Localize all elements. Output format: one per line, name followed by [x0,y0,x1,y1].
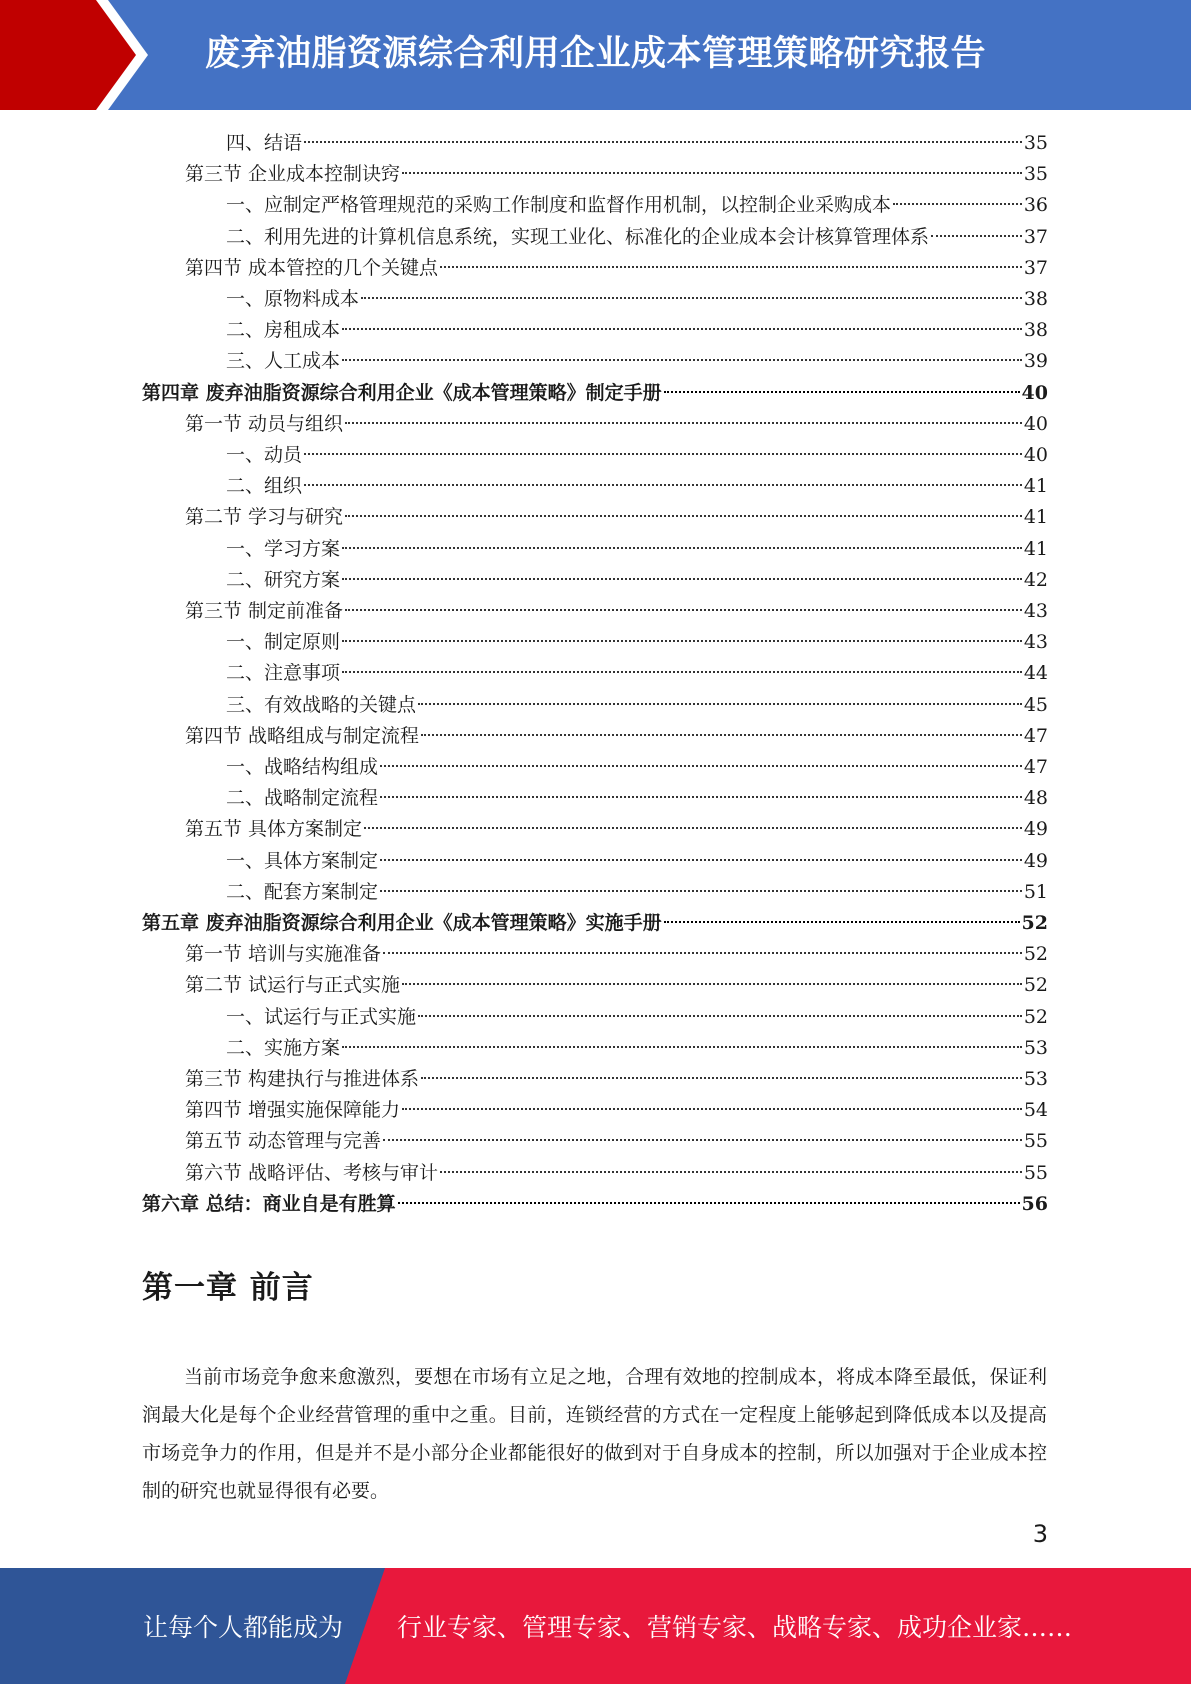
toc-entry-page: 43 [1023,631,1048,654]
page-number: 3 [1032,1520,1048,1548]
toc-entry-page: 51 [1023,880,1048,903]
footer-slogan-left: 让每个人都能成为 [143,1613,344,1642]
toc-entry[interactable] [226,315,1048,345]
toc-entry-page: 54 [1023,1099,1048,1122]
toc-entry[interactable] [226,877,1048,907]
toc-dot-leader [664,921,1020,923]
toc-entry-title: 第五节 动态管理与完善 [185,1130,382,1153]
toc-entry-page: 47 [1023,724,1048,747]
toc-dot-leader [440,1171,1022,1173]
toc-entry-title: 第一节 培训与实施准备 [185,943,382,966]
toc-entry-title: 一、学习方案 [226,537,341,560]
toc-entry[interactable] [185,1095,1048,1125]
toc-entry[interactable] [185,596,1048,626]
toc-dot-leader [931,235,1022,237]
toc-entry-title: 三、有效战略的关键点 [226,693,417,716]
toc-entry-title: 第二节 试运行与正式实施 [185,974,401,997]
toc-entry-title: 一、制定原则 [226,631,341,654]
toc-entry-title: 第四节 成本管控的几个关键点 [185,256,439,279]
toc-entry-title: 二、房租成本 [226,319,341,342]
header-arrow-shape [0,0,200,110]
toc-entry-page: 56 [1021,1192,1048,1215]
toc-dot-leader [380,796,1022,798]
toc-entry-title: 第一节 动员与组织 [185,412,344,435]
toc-dot-leader [304,141,1022,143]
toc-entry[interactable] [226,222,1048,252]
toc-entry-title: 一、试运行与正式实施 [226,1005,417,1028]
toc-entry-title: 二、实施方案 [226,1036,341,1059]
toc-entry-title: 二、利用先进的计算机信息系统，实现工业化、标准化的企业成本会计核算管理体系 [226,225,930,248]
toc-dot-leader [418,703,1022,705]
toc-entry[interactable] [226,190,1048,220]
toc-entry-title: 第四章 废弃油脂资源综合利用企业《成本管理策略》制定手册 [142,381,662,404]
toc-entry-page: 36 [1023,194,1048,217]
toc-entry-title: 第三节 构建执行与推进体系 [185,1068,420,1090]
toc-dot-leader [398,1202,1020,1204]
toc-entry[interactable] [226,346,1048,376]
toc-dot-leader [345,515,1022,517]
toc-entry-title: 三、人工成本 [226,350,341,373]
toc-entry-title: 二、配套方案制定 [226,880,379,903]
toc-dot-leader [342,359,1022,361]
toc-entry-page: 41 [1023,475,1048,498]
toc-dot-leader [421,734,1022,736]
toc-entry-page: 38 [1023,319,1048,342]
toc-dot-leader [402,983,1022,985]
toc-entry[interactable] [226,627,1048,657]
toc-entry-title: 一、动员 [226,444,303,466]
toc-entry-page: 53 [1023,1036,1048,1059]
toc-entry-page: 55 [1023,1161,1048,1184]
toc-entry-page: 49 [1023,849,1048,872]
toc-dot-leader [418,1015,1022,1017]
toc-entry-title: 一、应制定严格管理规范的采购工作制度和监督作用机制，以控制企业采购成本 [226,194,892,217]
toc-entry[interactable] [226,783,1048,813]
toc-entry[interactable] [142,1189,1048,1219]
footer-slogan-right: 行业专家、管理专家、营销专家、战略专家、成功企业家…… [397,1613,1073,1642]
toc-dot-leader [380,859,1022,861]
toc-entry-page: 47 [1023,756,1048,778]
toc-entry-page: 35 [1023,163,1048,186]
toc-entry[interactable] [226,284,1048,314]
toc-entry-title: 第二节 学习与研究 [185,506,344,529]
toc-entry-page: 52 [1023,1005,1048,1028]
toc-entry-page: 43 [1023,600,1048,622]
toc-entry[interactable] [185,159,1048,189]
toc-entry-title: 第五节 具体方案制定 [185,818,363,841]
toc-entry-page: 48 [1023,787,1048,810]
toc-dot-leader [383,952,1022,954]
toc-entry-title: 一、原物料成本 [226,288,360,310]
chapter-paragraph: 当前市场竞争愈来愈激烈，要想在市场有立足之地，合理有效地的控制成本，将成本降至最低，保证利润最大化是每个企业经营管理的重中之重。目前，连锁经营的方式在一定程度上能够起到降低成本以及提高市场竞争力的作用，但是并不是小部分企业都能很好的做到对于自身成本的控制，所以加强对于企业成本控制的研究也就显得很有必要。 [142,1366,1047,1502]
toc-entry-title: 第四节 增强实施保障能力 [185,1099,401,1122]
toc-entry[interactable] [226,658,1048,688]
toc-dot-leader [664,391,1020,393]
toc-entry[interactable] [226,440,1048,470]
toc-entry-page: 44 [1023,662,1048,685]
toc-entry[interactable] [226,690,1048,720]
toc-entry[interactable] [226,128,1048,158]
toc-entry[interactable] [226,534,1048,564]
toc-entry-title: 一、具体方案制定 [226,849,379,872]
toc-entry-title: 第三节 企业成本控制诀窍 [185,163,401,186]
toc-entry-page: 55 [1023,1130,1048,1153]
document-title: 废弃油脂资源综合利用企业成本管理策略研究报告 [205,34,987,74]
toc-entry-page: 53 [1023,1068,1048,1090]
toc-entry[interactable] [185,1158,1048,1188]
toc-entry-title: 二、战略制定流程 [226,787,379,810]
toc-entry-title: 第三节 制定前准备 [185,600,344,622]
toc-entry-page: 39 [1023,350,1048,373]
toc-entry-page: 40 [1023,412,1048,435]
toc-entry[interactable] [185,409,1048,439]
toc-entry-title: 第五章 废弃油脂资源综合利用企业《成本管理策略》实施手册 [142,912,662,934]
toc-entry-page: 37 [1023,225,1048,248]
toc-dot-leader [380,765,1022,767]
toc-dot-leader [380,890,1022,892]
toc-entry[interactable] [185,502,1048,532]
toc-entry-page: 41 [1023,506,1048,529]
toc-entry-title: 第六节 战略评估、考核与审计 [185,1161,439,1184]
toc-entry[interactable] [185,814,1048,844]
toc-entry[interactable] [226,752,1048,782]
toc-dot-leader [304,453,1022,455]
toc-entry-page: 35 [1023,132,1048,154]
toc-dot-leader [342,547,1022,549]
toc-entry[interactable] [185,970,1048,1000]
toc-dot-leader [345,422,1022,424]
chapter-heading: 第一章 前言 [142,1270,314,1306]
footer-banner [0,1568,1191,1684]
toc-dot-leader [364,827,1022,829]
toc-dot-leader [361,297,1022,299]
toc-dot-leader [383,1139,1022,1141]
toc-entry-page: 38 [1023,288,1048,310]
toc-entry[interactable] [185,253,1048,283]
toc-dot-leader [893,203,1022,205]
toc-entry-title: 第六章 总结：商业自是有胜算 [142,1192,396,1215]
toc-dot-leader [342,1046,1022,1048]
toc-entry-page: 37 [1023,256,1048,279]
toc-entry-page: 41 [1023,537,1048,560]
toc-entry[interactable] [185,1064,1048,1094]
toc-entry[interactable] [185,1126,1048,1156]
toc-dot-leader [440,266,1022,268]
toc-entry[interactable] [142,908,1048,938]
toc-entry-page: 40 [1023,444,1048,466]
toc-entry[interactable] [226,1002,1048,1032]
toc-dot-leader [421,1077,1022,1079]
toc-entry-page: 49 [1023,818,1048,841]
toc-entry-title: 第四节 战略组成与制定流程 [185,724,420,747]
toc-entry-page: 42 [1023,568,1048,591]
toc-entry[interactable] [185,939,1048,969]
toc-entry-page: 52 [1023,943,1048,966]
toc-entry[interactable] [226,471,1048,501]
toc-entry-title: 二、注意事项 [226,662,341,685]
toc-dot-leader [402,1108,1022,1110]
toc-entry-page: 45 [1023,693,1048,716]
toc-entry-page: 52 [1023,974,1048,997]
toc-entry-title: 四、结语 [226,132,303,154]
toc-dot-leader [342,671,1022,673]
header-banner [0,0,1191,110]
toc-entry-title: 一、战略结构组成 [226,756,379,778]
toc-entry[interactable] [226,1033,1048,1063]
toc-dot-leader [304,484,1022,486]
toc-dot-leader [402,172,1022,174]
toc-entry-title: 二、组织 [226,475,303,498]
toc-entry-title: 二、研究方案 [226,568,341,591]
toc-entry[interactable] [142,378,1048,408]
toc-dot-leader [342,640,1022,642]
toc-entry[interactable] [226,846,1048,876]
toc-entry[interactable] [226,565,1048,595]
toc-entry-page: 52 [1021,912,1048,934]
toc-dot-leader [342,578,1022,580]
toc-dot-leader [342,328,1022,330]
toc-entry[interactable] [185,721,1048,751]
toc-dot-leader [345,609,1022,611]
toc-entry-page: 40 [1021,381,1048,404]
